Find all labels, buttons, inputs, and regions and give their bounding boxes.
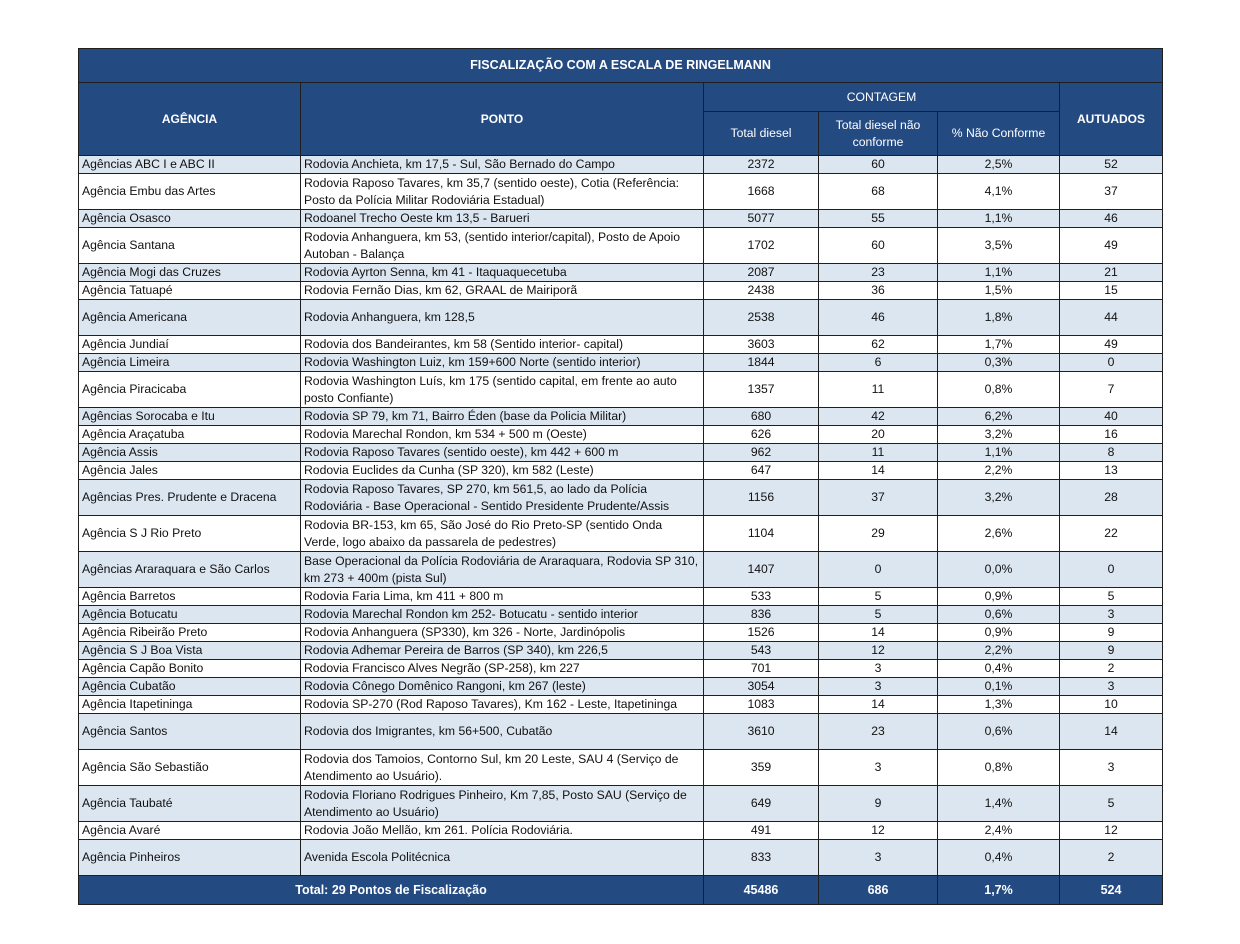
cell-ponto: Rodovia Francisco Alves Negrão (SP-258), km 227 <box>301 660 704 678</box>
cell-ponto: Rodovia dos Tamoios, Contorno Sul, km 20 Leste, SAU 4 (Serviço de Atendimento ao Usuário). <box>301 750 704 786</box>
header-contagem: CONTAGEM <box>704 83 1060 112</box>
cell-agencia: Agência S J Boa Vista <box>79 642 301 660</box>
table-row <box>79 516 1163 552</box>
cell-agencia: Agência Mogi das Cruzes <box>79 264 301 282</box>
table-row <box>79 822 1163 840</box>
cell-total-diesel: 1104 <box>704 516 819 552</box>
cell-pct-nao-conforme: 2,5% <box>938 156 1060 174</box>
cell-pct-nao-conforme: 0,8% <box>938 750 1060 786</box>
cell-nao-conforme: 9 <box>819 786 938 822</box>
cell-autuados: 13 <box>1060 462 1163 480</box>
cell-nao-conforme: 36 <box>819 282 938 300</box>
cell-total-diesel: 543 <box>704 642 819 660</box>
cell-pct-nao-conforme: 3,2% <box>938 426 1060 444</box>
cell-ponto: Rodovia Raposo Tavares (sentido oeste), km 442 + 600 m <box>301 444 704 462</box>
cell-agencia: Agência Taubaté <box>79 786 301 822</box>
cell-pct-nao-conforme: 0,6% <box>938 606 1060 624</box>
cell-pct-nao-conforme: 3,5% <box>938 228 1060 264</box>
cell-agencia: Agência Santos <box>79 714 301 750</box>
cell-autuados: 15 <box>1060 282 1163 300</box>
cell-pct-nao-conforme: 2,6% <box>938 516 1060 552</box>
cell-pct-nao-conforme: 0,8% <box>938 372 1060 408</box>
table-row <box>79 552 1163 588</box>
cell-agencia: Agência Barretos <box>79 588 301 606</box>
cell-agencia: Agência Avaré <box>79 822 301 840</box>
cell-autuados: 0 <box>1060 354 1163 372</box>
cell-nao-conforme: 0 <box>819 552 938 588</box>
cell-total-diesel: 2538 <box>704 300 819 336</box>
header-ponto: PONTO <box>301 83 704 156</box>
table-row <box>79 210 1163 228</box>
cell-agencia: Agência Itapetininga <box>79 696 301 714</box>
table-row <box>79 840 1163 876</box>
cell-total-diesel: 2087 <box>704 264 819 282</box>
cell-total-diesel: 359 <box>704 750 819 786</box>
cell-autuados: 52 <box>1060 156 1163 174</box>
cell-ponto: Rodovia Anhanguera, km 53, (sentido interior/capital), Posto de Apoio Autoban - Balança <box>301 228 704 264</box>
cell-agencia: Agência Ribeirão Preto <box>79 624 301 642</box>
cell-pct-nao-conforme: 1,1% <box>938 210 1060 228</box>
header-total-nao-conforme: Total diesel não conforme <box>819 112 938 156</box>
total-pct: 1,7% <box>938 876 1060 905</box>
cell-autuados: 46 <box>1060 210 1163 228</box>
cell-agencia: Agência Santana <box>79 228 301 264</box>
table-row <box>79 264 1163 282</box>
cell-pct-nao-conforme: 1,4% <box>938 786 1060 822</box>
cell-nao-conforme: 62 <box>819 336 938 354</box>
cell-ponto: Rodovia SP 79, km 71, Bairro Éden (base da Policia Militar) <box>301 408 704 426</box>
cell-autuados: 5 <box>1060 786 1163 822</box>
cell-autuados: 16 <box>1060 426 1163 444</box>
cell-ponto: Rodovia Washington Luiz, km 159+600 Norte (sentido interior) <box>301 354 704 372</box>
cell-agencia: Agência Assis <box>79 444 301 462</box>
cell-autuados: 49 <box>1060 336 1163 354</box>
cell-ponto: Rodoanel Trecho Oeste km 13,5 - Barueri <box>301 210 704 228</box>
header-agencia: AGÊNCIA <box>79 83 301 156</box>
cell-nao-conforme: 37 <box>819 480 938 516</box>
cell-pct-nao-conforme: 1,1% <box>938 264 1060 282</box>
cell-nao-conforme: 23 <box>819 714 938 750</box>
total-label: Total: 29 Pontos de Fiscalização <box>79 876 704 905</box>
table-row <box>79 228 1163 264</box>
cell-autuados: 44 <box>1060 300 1163 336</box>
cell-autuados: 0 <box>1060 552 1163 588</box>
cell-autuados: 2 <box>1060 660 1163 678</box>
cell-nao-conforme: 6 <box>819 354 938 372</box>
cell-ponto: Rodovia Cônego Domênico Rangoni, km 267 (leste) <box>301 678 704 696</box>
cell-pct-nao-conforme: 1,8% <box>938 300 1060 336</box>
cell-nao-conforme: 14 <box>819 696 938 714</box>
cell-ponto: Rodovia Adhemar Pereira de Barros (SP 340), km 226,5 <box>301 642 704 660</box>
cell-autuados: 8 <box>1060 444 1163 462</box>
cell-agencia: Agência Embu das Artes <box>79 174 301 210</box>
cell-nao-conforme: 11 <box>819 372 938 408</box>
cell-autuados: 9 <box>1060 624 1163 642</box>
cell-ponto: Rodovia Floriano Rodrigues Pinheiro, Km 7,85, Posto SAU (Serviço de Atendimento ao Usuário) <box>301 786 704 822</box>
cell-autuados: 22 <box>1060 516 1163 552</box>
cell-ponto: Rodovia BR-153, km 65, São José do Rio Preto-SP (sentido Onda Verde, logo abaixo da passarela de pedestres) <box>301 516 704 552</box>
cell-total-diesel: 680 <box>704 408 819 426</box>
cell-autuados: 28 <box>1060 480 1163 516</box>
cell-ponto: Rodovia SP-270 (Rod Raposo Tavares), Km 162 - Leste, Itapetininga <box>301 696 704 714</box>
cell-autuados: 12 <box>1060 822 1163 840</box>
cell-agencia: Agência S J Rio Preto <box>79 516 301 552</box>
cell-pct-nao-conforme: 0,4% <box>938 840 1060 876</box>
table-row <box>79 282 1163 300</box>
cell-total-diesel: 1526 <box>704 624 819 642</box>
cell-ponto: Rodovia Marechal Rondon km 252- Botucatu - sentido interior <box>301 606 704 624</box>
cell-agencia: Agências ABC I e ABC II <box>79 156 301 174</box>
cell-ponto: Rodovia João Mellão, km 261. Polícia Rodoviária. <box>301 822 704 840</box>
cell-pct-nao-conforme: 0,1% <box>938 678 1060 696</box>
cell-pct-nao-conforme: 0,4% <box>938 660 1060 678</box>
cell-total-diesel: 1357 <box>704 372 819 408</box>
cell-autuados: 14 <box>1060 714 1163 750</box>
cell-nao-conforme: 46 <box>819 300 938 336</box>
table-row <box>79 750 1163 786</box>
cell-autuados: 2 <box>1060 840 1163 876</box>
cell-total-diesel: 1702 <box>704 228 819 264</box>
cell-nao-conforme: 3 <box>819 840 938 876</box>
cell-autuados: 5 <box>1060 588 1163 606</box>
cell-total-diesel: 833 <box>704 840 819 876</box>
cell-ponto: Avenida Escola Politécnica <box>301 840 704 876</box>
cell-autuados: 37 <box>1060 174 1163 210</box>
cell-nao-conforme: 14 <box>819 462 938 480</box>
cell-autuados: 3 <box>1060 606 1163 624</box>
cell-pct-nao-conforme: 2,2% <box>938 642 1060 660</box>
cell-autuados: 9 <box>1060 642 1163 660</box>
total-autuados: 524 <box>1060 876 1163 905</box>
cell-total-diesel: 1156 <box>704 480 819 516</box>
table-row <box>79 642 1163 660</box>
table-row <box>79 408 1163 426</box>
table-row <box>79 606 1163 624</box>
cell-pct-nao-conforme: 0,0% <box>938 552 1060 588</box>
cell-total-diesel: 533 <box>704 588 819 606</box>
cell-agencia: Agência Cubatão <box>79 678 301 696</box>
cell-ponto: Rodovia Raposo Tavares, km 35,7 (sentido oeste), Cotia (Referência: Posto da Polícia Militar Rodoviária Estadual) <box>301 174 704 210</box>
table-row <box>79 624 1163 642</box>
table-row <box>79 336 1163 354</box>
table-row <box>79 372 1163 408</box>
cell-total-diesel: 1083 <box>704 696 819 714</box>
cell-autuados: 10 <box>1060 696 1163 714</box>
cell-ponto: Rodovia dos Bandeirantes, km 58 (Sentido interior- capital) <box>301 336 704 354</box>
table-row <box>79 480 1163 516</box>
cell-nao-conforme: 3 <box>819 750 938 786</box>
cell-nao-conforme: 60 <box>819 156 938 174</box>
total-row <box>79 876 1163 905</box>
cell-autuados: 7 <box>1060 372 1163 408</box>
cell-total-diesel: 3610 <box>704 714 819 750</box>
cell-nao-conforme: 3 <box>819 678 938 696</box>
cell-agencia: Agências Sorocaba e Itu <box>79 408 301 426</box>
table-title: FISCALIZAÇÃO COM A ESCALA DE RINGELMANN <box>79 49 1163 83</box>
cell-nao-conforme: 12 <box>819 822 938 840</box>
cell-total-diesel: 5077 <box>704 210 819 228</box>
cell-pct-nao-conforme: 3,2% <box>938 480 1060 516</box>
header-autuados: AUTUADOS <box>1060 83 1163 156</box>
cell-total-diesel: 836 <box>704 606 819 624</box>
cell-nao-conforme: 14 <box>819 624 938 642</box>
cell-ponto: Rodovia Marechal Rondon, km 534 + 500 m (Oeste) <box>301 426 704 444</box>
table-row <box>79 786 1163 822</box>
cell-nao-conforme: 42 <box>819 408 938 426</box>
cell-agencia: Agência São Sebastião <box>79 750 301 786</box>
table-row <box>79 714 1163 750</box>
cell-total-diesel: 491 <box>704 822 819 840</box>
cell-total-diesel: 2438 <box>704 282 819 300</box>
cell-agencia: Agência Tatuapé <box>79 282 301 300</box>
ringelmann-table <box>78 48 1163 905</box>
header-total-diesel: Total diesel <box>704 112 819 156</box>
cell-agencia: Agência Piracicaba <box>79 372 301 408</box>
cell-pct-nao-conforme: 1,3% <box>938 696 1060 714</box>
table-row <box>79 156 1163 174</box>
cell-pct-nao-conforme: 4,1% <box>938 174 1060 210</box>
cell-agencia: Agência Pinheiros <box>79 840 301 876</box>
cell-nao-conforme: 60 <box>819 228 938 264</box>
cell-agencia: Agência Botucatu <box>79 606 301 624</box>
cell-pct-nao-conforme: 1,1% <box>938 444 1060 462</box>
table-row <box>79 462 1163 480</box>
cell-total-diesel: 1844 <box>704 354 819 372</box>
cell-nao-conforme: 5 <box>819 606 938 624</box>
cell-ponto: Rodovia Euclides da Cunha (SP 320), km 582 (Leste) <box>301 462 704 480</box>
cell-autuados: 40 <box>1060 408 1163 426</box>
cell-total-diesel: 2372 <box>704 156 819 174</box>
cell-pct-nao-conforme: 0,9% <box>938 588 1060 606</box>
cell-pct-nao-conforme: 0,3% <box>938 354 1060 372</box>
cell-pct-nao-conforme: 1,5% <box>938 282 1060 300</box>
cell-agencia: Agência Jales <box>79 462 301 480</box>
table-row <box>79 444 1163 462</box>
cell-pct-nao-conforme: 2,4% <box>938 822 1060 840</box>
cell-autuados: 3 <box>1060 678 1163 696</box>
cell-ponto: Rodovia Fernão Dias, km 62, GRAAL de Mairiporã <box>301 282 704 300</box>
cell-agencia: Agência Capão Bonito <box>79 660 301 678</box>
cell-pct-nao-conforme: 2,2% <box>938 462 1060 480</box>
cell-pct-nao-conforme: 0,6% <box>938 714 1060 750</box>
cell-pct-nao-conforme: 0,9% <box>938 624 1060 642</box>
cell-ponto: Rodovia Faria Lima, km 411 + 800 m <box>301 588 704 606</box>
table-row <box>79 426 1163 444</box>
cell-ponto: Rodovia Anchieta, km 17,5 - Sul, São Bernado do Campo <box>301 156 704 174</box>
table-row <box>79 300 1163 336</box>
cell-total-diesel: 647 <box>704 462 819 480</box>
cell-ponto: Rodovia Ayrton Senna, km 41 - Itaquaquecetuba <box>301 264 704 282</box>
cell-total-diesel: 3054 <box>704 678 819 696</box>
cell-nao-conforme: 23 <box>819 264 938 282</box>
table-row <box>79 354 1163 372</box>
cell-total-diesel: 1668 <box>704 174 819 210</box>
cell-total-diesel: 1407 <box>704 552 819 588</box>
cell-ponto: Base Operacional da Polícia Rodoviária de Araraquara, Rodovia SP 310, km 273 + 400m (pista Sul) <box>301 552 704 588</box>
cell-pct-nao-conforme: 6,2% <box>938 408 1060 426</box>
cell-autuados: 21 <box>1060 264 1163 282</box>
table-body <box>79 156 1163 876</box>
cell-nao-conforme: 29 <box>819 516 938 552</box>
cell-autuados: 3 <box>1060 750 1163 786</box>
cell-nao-conforme: 5 <box>819 588 938 606</box>
cell-nao-conforme: 68 <box>819 174 938 210</box>
cell-ponto: Rodovia Raposo Tavares, SP 270, km 561,5, ao lado da Polícia Rodoviária - Base Operacional - Sentido Presidente Prudente/Assis <box>301 480 704 516</box>
cell-ponto: Rodovia dos Imigrantes, km 56+500, Cubatão <box>301 714 704 750</box>
cell-agencia: Agência Americana <box>79 300 301 336</box>
cell-nao-conforme: 55 <box>819 210 938 228</box>
cell-agencia: Agência Jundiaí <box>79 336 301 354</box>
cell-nao-conforme: 20 <box>819 426 938 444</box>
cell-nao-conforme: 11 <box>819 444 938 462</box>
cell-pct-nao-conforme: 1,7% <box>938 336 1060 354</box>
cell-total-diesel: 3603 <box>704 336 819 354</box>
table-row <box>79 678 1163 696</box>
cell-agencia: Agência Araçatuba <box>79 426 301 444</box>
cell-total-diesel: 649 <box>704 786 819 822</box>
table-row <box>79 174 1163 210</box>
cell-agencia: Agências Araraquara e São Carlos <box>79 552 301 588</box>
header-pct-nao-conforme: % Não Conforme <box>938 112 1060 156</box>
cell-nao-conforme: 12 <box>819 642 938 660</box>
cell-ponto: Rodovia Anhanguera, km 128,5 <box>301 300 704 336</box>
table-row <box>79 660 1163 678</box>
cell-agencia: Agências Pres. Prudente e Dracena <box>79 480 301 516</box>
cell-ponto: Rodovia Washington Luís, km 175 (sentido capital, em frente ao auto posto Confiante) <box>301 372 704 408</box>
cell-agencia: Agência Osasco <box>79 210 301 228</box>
total-nao-conforme: 686 <box>819 876 938 905</box>
cell-autuados: 49 <box>1060 228 1163 264</box>
total-diesel: 45486 <box>704 876 819 905</box>
cell-total-diesel: 626 <box>704 426 819 444</box>
table-row <box>79 588 1163 606</box>
cell-total-diesel: 962 <box>704 444 819 462</box>
cell-total-diesel: 701 <box>704 660 819 678</box>
table-row <box>79 696 1163 714</box>
cell-agencia: Agência Limeira <box>79 354 301 372</box>
cell-nao-conforme: 3 <box>819 660 938 678</box>
cell-ponto: Rodovia Anhanguera (SP330), km 326 - Norte, Jardinópolis <box>301 624 704 642</box>
